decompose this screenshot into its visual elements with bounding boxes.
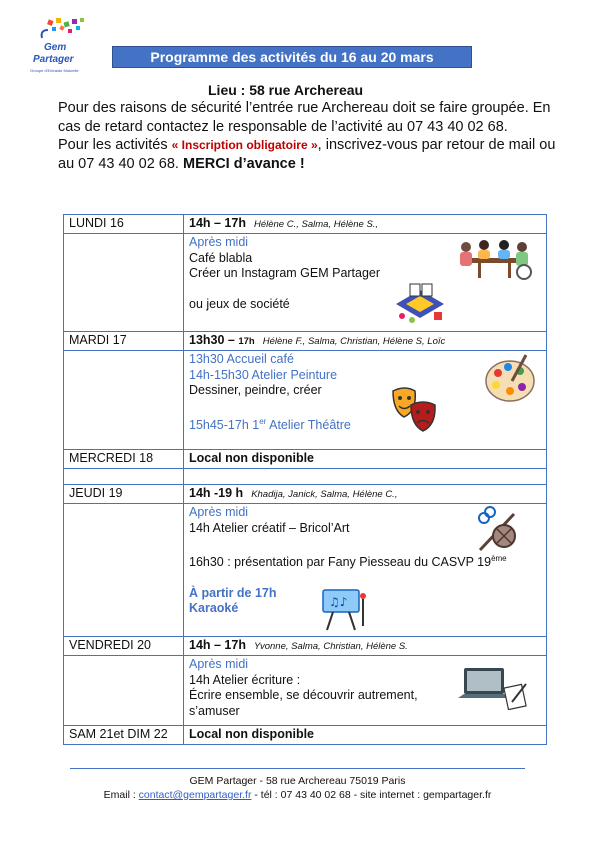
monday-empty-cell	[64, 234, 184, 332]
table-row	[64, 215, 547, 234]
tuesday-line2: 14h-15h30 Atelier Peinture	[189, 367, 338, 382]
friday-empty-cell	[64, 656, 184, 726]
friday-line1: Après midi	[189, 657, 249, 671]
footer-divider	[70, 768, 525, 769]
monday-time: 14h – 17h Hélène C., Salma, Hélène S.,	[184, 215, 547, 234]
tuesday-activities	[184, 351, 547, 450]
programme-banner: Programme des activités du 16 au 20 mars	[112, 46, 472, 68]
table-row	[64, 726, 547, 745]
tuesday-staff: Hélène F., Salma, Christian, Hélène S, Loïc	[262, 336, 446, 347]
friday-time: 14h – 17h Yvonne, Salma, Christian, Hélène S.	[184, 637, 547, 656]
registration-text-b: , inscrivez-vous par retour de mail ou au 07 43 40 02 68.	[58, 137, 556, 172]
registration-text-a: Pour les activités	[58, 137, 172, 154]
intro-text	[58, 99, 558, 173]
tuesday-empty-cell	[64, 351, 184, 450]
friday-staff: Yvonne, Salma, Christian, Hélène S.	[253, 641, 408, 652]
monday-line2: Café blabla	[189, 250, 253, 265]
day-tuesday: MARDI 17	[64, 332, 184, 351]
monday-line1: Après midi	[189, 235, 249, 249]
crafts-icon	[474, 506, 524, 556]
day-friday: VENDREDI 20	[64, 637, 184, 656]
logo-line1: Gem	[44, 42, 67, 53]
wednesday-empty-cell	[64, 469, 184, 485]
thursday-line4: À partir de 17h	[189, 585, 277, 600]
theatre-masks-icon	[389, 385, 439, 437]
table-row	[64, 351, 547, 450]
weekend-status: Local non disponible	[184, 726, 547, 745]
laptop-writing-icon	[456, 664, 528, 710]
wednesday-status: Local non disponible	[184, 450, 547, 469]
security-paragraph: Pour des raisons de sécurité l’entrée rue Archereau doit se faire groupée. En cas de retard contactez le responsable de l’activité au 07 43 40 02 68.	[58, 100, 551, 135]
table-row	[64, 469, 547, 485]
table-row	[64, 332, 547, 351]
day-weekend: SAM 21et DIM 22	[64, 726, 184, 745]
thursday-line3: 16h30 : présentation par Fany Piesseau du CASVP 19ème	[189, 554, 507, 570]
monday-activities	[184, 234, 547, 332]
board-game-icon	[392, 282, 448, 326]
logo-tagline: Groupe d'Entraide Mutuelle	[30, 68, 79, 73]
location-heading: Lieu : 58 rue Archereau	[208, 82, 364, 98]
thursday-time: 14h -19 h Khadija, Janick, Salma, Hélène C.,	[184, 485, 547, 504]
logo-line2: Partager	[33, 54, 74, 65]
friday-line4: s’amuser	[189, 703, 240, 718]
thursday-line1: Après midi	[189, 505, 249, 519]
friday-activities	[184, 656, 547, 726]
table-row	[64, 450, 547, 469]
footer-email-link[interactable]: contact@gempartager.fr	[138, 789, 252, 801]
day-thursday: JEUDI 19	[64, 485, 184, 504]
day-monday: LUNDI 16	[64, 215, 184, 234]
thursday-activities	[184, 504, 547, 637]
registration-required-label: « Inscription obligatoire »	[171, 138, 318, 153]
tuesday-line3: Dessiner, peindre, créer	[189, 383, 322, 397]
table-row	[64, 485, 547, 504]
gem-partager-logo	[30, 16, 92, 80]
tuesday-line1: 13h30 Accueil café	[189, 352, 294, 366]
table-row	[64, 637, 547, 656]
tuesday-time: 13h30 – 17h Hélène F., Salma, Christian, Hélène S, Loïc	[184, 332, 547, 351]
monday-staff: Hélène C., Salma, Hélène S.,	[253, 219, 379, 230]
tuesday-line4: 15h45-17h 1er Atelier Théâtre	[189, 416, 351, 432]
friday-line2: 14h Atelier écriture :	[189, 672, 301, 687]
thursday-line5: Karaoké	[189, 601, 239, 616]
thursday-empty-cell	[64, 504, 184, 637]
footer-email-label: Email :	[103, 789, 139, 801]
table-row	[64, 504, 547, 637]
karaoke-icon	[319, 586, 367, 632]
footer-contact	[0, 789, 595, 801]
thanks-text: MERCI d’avance !	[182, 155, 305, 172]
wednesday-empty-detail	[184, 469, 547, 485]
friday-line3: Écrire ensemble, se découvrir autrement,	[189, 688, 418, 702]
schedule-table	[63, 214, 547, 745]
people-table-icon	[454, 238, 534, 280]
table-row	[64, 656, 547, 726]
footer-address: GEM Partager - 58 rue Archereau 75019 Paris	[189, 775, 406, 787]
day-wednesday: MERCREDI 18	[64, 450, 184, 469]
palette-icon	[482, 351, 540, 405]
thursday-staff: Khadija, Janick, Salma, Hélène C.,	[251, 489, 398, 500]
footer-rest: - tél : 07 43 40 02 68 - site internet : gempartager.fr	[251, 789, 492, 801]
svg-text:♫♪: ♫♪	[329, 595, 348, 609]
monday-line4: ou jeux de société	[189, 296, 290, 311]
table-row	[64, 234, 547, 332]
monday-line3: Créer un Instagram GEM Partager	[189, 266, 381, 280]
thursday-line2: 14h Atelier créatif – Bricol’Art	[189, 520, 350, 535]
